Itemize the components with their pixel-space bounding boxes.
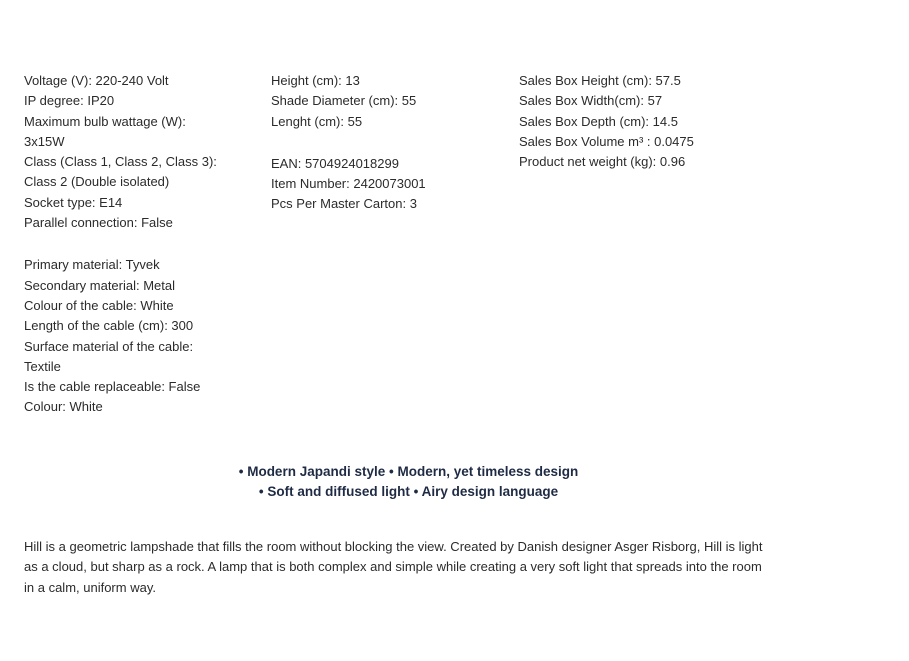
description-line: Hill is a geometric lampshade that fills the room without blocking the view. Created by Danish designer Asger Risborg, Hill is light [24, 539, 763, 554]
spec-box-depth: Sales Box Depth (cm): 14.5 [519, 113, 678, 129]
spec-box-width: Sales Box Width(cm): 57 [519, 93, 663, 109]
spec-shade-diameter: Shade Diameter (cm): 55 [271, 93, 417, 109]
spec-spacer [24, 233, 254, 255]
spec-item-number: Item Number: 2420073001 [271, 176, 426, 192]
highlight-line: • Modern Japandi style • Modern, yet timeless design [238, 464, 579, 479]
spec-box-height: Sales Box Height (cm): 57.5 [519, 73, 681, 88]
spec-voltage: Voltage (V): 220-240 Volt [24, 73, 169, 88]
spec-spacer [271, 132, 501, 154]
spec-primary-material: Primary material: Tyvek [24, 257, 160, 273]
spec-max-wattage-label: Maximum bulb wattage (W): [24, 113, 186, 129]
spec-cable-colour: Colour of the cable: White [24, 297, 174, 313]
spec-ean: EAN: 5704924018299 [271, 155, 399, 171]
spec-net-weight: Product net weight (kg): 0.96 [519, 154, 686, 170]
spec-cable-length: Length of the cable (cm): 300 [24, 318, 194, 334]
spec-parallel-connection: Parallel connection: False [24, 215, 173, 231]
spec-column-right [519, 71, 819, 172]
description-line: as a cloud, but sharp as a rock. A lamp that is both complex and simple while creating a very soft light that spreads into the room [24, 559, 762, 575]
highlight-line: • Soft and diffused light • Airy design language [258, 484, 559, 499]
spec-cable-surface-label: Surface material of the cable: [24, 338, 194, 354]
spec-box-volume: Sales Box Volume m³ : 0.0475 [519, 133, 694, 149]
product-description [24, 537, 814, 598]
spec-ip-degree: IP degree: IP20 [24, 93, 115, 109]
spec-cable-replaceable: Is the cable replaceable: False [24, 379, 201, 395]
spec-socket-type: Socket type: E14 [24, 194, 123, 210]
spec-length: Lenght (cm): 55 [271, 113, 363, 129]
spec-pcs-per-carton: Pcs Per Master Carton: 3 [271, 196, 417, 212]
spec-secondary-material: Secondary material: Metal [24, 277, 176, 293]
spec-max-wattage-value: 3x15W [24, 133, 65, 149]
spec-class-label: Class (Class 1, Class 2, Class 3): [24, 154, 217, 170]
description-line: in a calm, uniform way. [24, 579, 156, 595]
spec-height: Height (cm): 13 [271, 73, 360, 88]
spec-colour: Colour: White [24, 399, 103, 415]
spec-column-left [24, 71, 254, 418]
spec-class-value: Class 2 (Double isolated) [24, 174, 170, 190]
spec-cable-surface-value: Textile [24, 358, 61, 374]
spec-column-middle [271, 71, 501, 215]
feature-highlights [0, 462, 817, 502]
